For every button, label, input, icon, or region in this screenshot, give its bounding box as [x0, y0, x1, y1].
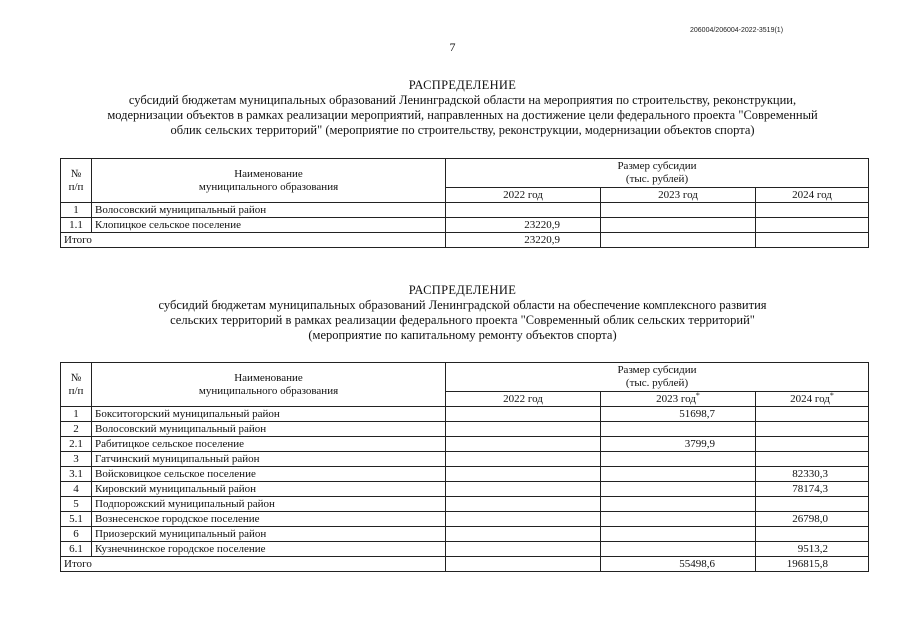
row-value-2024: [756, 218, 869, 233]
row-value-2023: [601, 542, 756, 557]
footnote-mark: *: [695, 390, 700, 400]
row-name: Клопицкое сельское поселение: [92, 218, 446, 233]
section2-table-body: [61, 407, 869, 557]
year-label: 2024 год: [790, 392, 830, 405]
row-number: 5.1: [61, 512, 92, 527]
header-name: Наименование муниципального образования: [92, 363, 446, 407]
header-number: № п/п: [61, 159, 92, 203]
table-header-row: [61, 363, 869, 392]
header-amount: Размер субсидии (тыс. рублей): [446, 159, 869, 188]
total-2023: [601, 233, 756, 248]
table-row: [61, 452, 869, 467]
row-value-2023: [601, 203, 756, 218]
row-value-2022: [446, 452, 601, 467]
year-label: 2023 год: [656, 392, 696, 405]
header-year: [601, 392, 756, 407]
section2-heading: [40, 283, 885, 343]
document-id: 206004/206004-2022-3519(1): [690, 27, 784, 34]
header-year: 2023 год: [601, 188, 756, 203]
section2-subtitle-line: субсидий бюджетам муниципальных образований Ленинградской области на обеспечение комплексного развития: [158, 298, 767, 312]
section1-subtitle-line: субсидий бюджетам муниципальных образований Ленинградской области на мероприятия по строительству, реконструкции,: [128, 93, 797, 107]
row-name: Бокситогорский муниципальный район: [92, 407, 446, 422]
row-value-2023: [601, 497, 756, 512]
row-value-2022: [446, 203, 601, 218]
header-year: 2024 год: [756, 188, 869, 203]
section1-title: РАСПРЕДЕЛЕНИЕ: [408, 78, 517, 92]
row-name: Подпорожский муниципальный район: [92, 497, 446, 512]
header-name: Наименование муниципального образования: [92, 159, 446, 203]
table-row: [61, 542, 869, 557]
header-year: 2022 год: [446, 188, 601, 203]
table-row: [61, 218, 869, 233]
total-label: Итого: [61, 557, 446, 572]
row-number: 1: [61, 407, 92, 422]
row-number: 6.1: [61, 542, 92, 557]
total-2022: [446, 557, 601, 572]
row-name: Приозерский муниципальный район: [92, 527, 446, 542]
total-row: [61, 233, 869, 248]
row-value-2024: 26798,0: [756, 512, 869, 527]
row-name: Гатчинский муниципальный район: [92, 452, 446, 467]
row-value-2024: 82330,3: [756, 467, 869, 482]
total-2024: 196815,8: [756, 557, 869, 572]
row-value-2024: [756, 203, 869, 218]
section2-title: РАСПРЕДЕЛЕНИЕ: [408, 283, 517, 297]
row-value-2023: [601, 218, 756, 233]
row-value-2022: [446, 437, 601, 452]
section2-subtitle-line: сельских территорий в рамках реализации федерального проекта "Современный облик сельских территорий": [170, 313, 755, 327]
row-value-2022: 23220,9: [446, 218, 601, 233]
row-value-2024: [756, 527, 869, 542]
header-year: [446, 392, 601, 407]
row-value-2023: [601, 452, 756, 467]
row-value-2022: [446, 542, 601, 557]
row-value-2023: [601, 527, 756, 542]
row-number: 5: [61, 497, 92, 512]
total-row: [61, 557, 869, 572]
total-2023: 55498,6: [601, 557, 756, 572]
row-value-2022: [446, 467, 601, 482]
header-number: № п/п: [61, 363, 92, 407]
table-row: [61, 482, 869, 497]
row-name: Кировский муниципальный район: [92, 482, 446, 497]
row-value-2024: 9513,2: [756, 542, 869, 557]
row-value-2022: [446, 497, 601, 512]
row-name: Волосовский муниципальный район: [92, 422, 446, 437]
row-number: 1.1: [61, 218, 92, 233]
footnote-mark: *: [829, 390, 834, 400]
row-number: 2: [61, 422, 92, 437]
row-value-2023: [601, 467, 756, 482]
table-row: [61, 203, 869, 218]
section1-table: [60, 158, 869, 248]
row-value-2022: [446, 422, 601, 437]
row-value-2024: [756, 407, 869, 422]
row-name: Вознесенское городское поселение: [92, 512, 446, 527]
row-value-2024: [756, 497, 869, 512]
table-row: [61, 407, 869, 422]
page-number: 7: [449, 40, 456, 54]
total-2024: [756, 233, 869, 248]
section1-heading: [40, 78, 885, 138]
row-value-2022: [446, 407, 601, 422]
table-row: [61, 437, 869, 452]
row-number: 3: [61, 452, 92, 467]
section2-table: [60, 362, 869, 572]
year-label: 2022 год: [503, 392, 543, 405]
table-row: [61, 422, 869, 437]
row-value-2022: [446, 512, 601, 527]
row-number: 1: [61, 203, 92, 218]
table-row: [61, 527, 869, 542]
total-label: Итого: [61, 233, 446, 248]
row-value-2022: [446, 482, 601, 497]
table-row: [61, 497, 869, 512]
row-number: 4: [61, 482, 92, 497]
section1-subtitle-line: облик сельских территорий" (мероприятие по строительству, реконструкции, модернизации объектов спорта): [170, 123, 755, 137]
table-row: [61, 512, 869, 527]
row-value-2024: 78174,3: [756, 482, 869, 497]
row-name: Рабитицкое сельское поселение: [92, 437, 446, 452]
total-2022: 23220,9: [446, 233, 601, 248]
section1-subtitle-line: модернизации объектов в рамках реализации мероприятий, направленных на достижение цели федерального проекта "Современный: [107, 108, 818, 122]
row-value-2023: 3799,9: [601, 437, 756, 452]
row-value-2023: 51698,7: [601, 407, 756, 422]
row-value-2023: [601, 422, 756, 437]
row-name: Волосовский муниципальный район: [92, 203, 446, 218]
row-value-2023: [601, 512, 756, 527]
section2-subtitle-line: (мероприятие по капитальному ремонту объектов спорта): [308, 328, 617, 342]
row-name: Кузнечнинское городское поселение: [92, 542, 446, 557]
header-year: [756, 392, 869, 407]
row-name: Войсковицкое сельское поселение: [92, 467, 446, 482]
row-value-2024: [756, 422, 869, 437]
row-number: 2.1: [61, 437, 92, 452]
table-row: [61, 467, 869, 482]
row-number: 3.1: [61, 467, 92, 482]
table-header-row: [61, 159, 869, 188]
row-value-2024: [756, 452, 869, 467]
row-number: 6: [61, 527, 92, 542]
row-value-2024: [756, 437, 869, 452]
header-amount: Размер субсидии (тыс. рублей): [446, 363, 869, 392]
row-value-2023: [601, 482, 756, 497]
row-value-2022: [446, 527, 601, 542]
